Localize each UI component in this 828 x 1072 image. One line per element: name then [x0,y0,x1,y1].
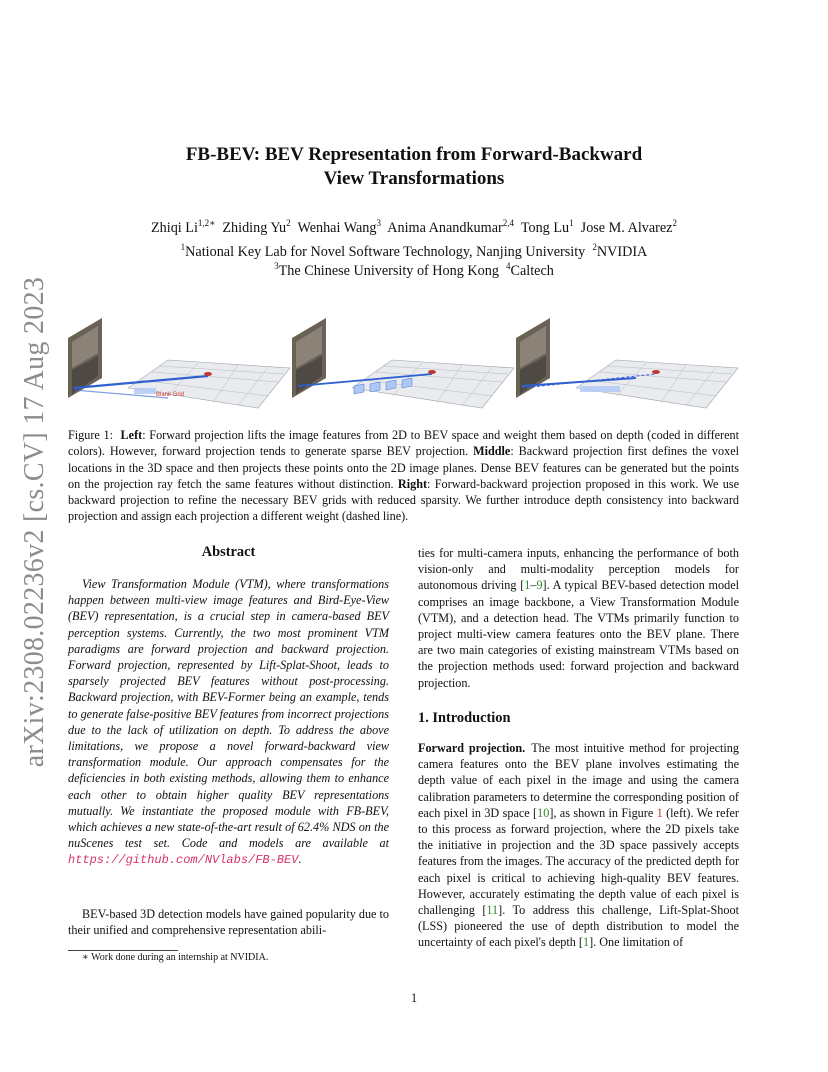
intro-paragraph-right-1: ties for multi-camera inputs, enhancing the performance of both vision-only and multi-modality perception models for autonomous driving [1–9]. A typical BEV-based detection model comprises an image backbone, a View Transformation Module (VTM), and a detection head. The VTMs primarily function to project multi-view camera features onto the BEV plane. There are two main categories of existing mainstream VTMs based on the projection methods used: forward projection and backward projection. [418,546,739,690]
author: Anima Anandkumar$^{2,4}$ [387,218,514,236]
intro-paragraph-right-2: Forward projection. The most intuitive method for projecting camera features onto the BEV plane involves estimating the depth value of each pixel in the image and using the camera calibration parameters to determine the corresponding position of each pixel in 3D space [10], as shown in Figure 1 (left). We refer to this process as forward projection, where the 2D pixels take the initiative in projection and the 3D space passively accepts features from the images. The accuracy of the predicted depth for each pixel is critical to achieving high-quality BEV features. However, accurately estimating the depth value of each pixel is challenging [11]. To address this challenge, Lift-Splat-Shoot (LSS) pioneered the use of depth distribution to model the uncertainty of each pixel's depth [1]. One limitation of [418,741,739,950]
author: Tong Lu$^1$ [520,218,574,236]
car-marker [428,370,436,374]
title-line-1: FB-BEV: BEV Representation from Forward-Backward [185,144,643,165]
abstract-text: View Transformation Module (VTM), where transformations happen between multi-view image features and Bird-Eye-View (BEV) representation, is a crucial step in camera-based BEV perception systems. Currently, the two most prominent VTM paradigms are forward projection and backward projection. Forward projection, represented by Lift-Splat-Shoot, leads to sparsely projected BEV features without post-processing. Backward projection, with BEV-Former being an example, tends to generate false-positive BEV features from incorrect projections due to the lack of utilization on depth. To address the above limitations, we propose a novel forward-backward view transformation module. Our approach compensates for the deficiencies in both existing methods, allowing them to enhance each other to obtain higher quality BEV representations mutually. We instantiate the proposed module with FB-BEV, which achieves a new state-of-the-art result of 62.4% NDS on the nuScenes test set. Code and models are available at https://github.com/NVlabs/FB-BEV. [68,577,389,868]
citation-link[interactable]: 10 [537,805,550,820]
citation-link[interactable]: 1 [524,578,531,593]
car-marker [652,370,660,374]
paragraph-lead: Forward projection. [418,741,526,755]
page-number: 1 [410,991,418,1005]
section-heading-introduction: 1. Introduction [418,710,511,726]
arxiv-stamp [19,276,51,768]
affiliation-line-1: $^1$National Key Lab for Novel Software Technology, Nanjing University $^2$NVIDIA [180,242,648,260]
forward-projection-panel [68,308,294,420]
bev-grid-left [128,360,290,408]
figure-reference-link[interactable]: 1 [656,805,663,820]
author: Wenhai Wang$^3$ [297,218,381,236]
author: Zhiqi $Li^{1,2∗}$ [151,218,216,236]
code-link[interactable]: https://github.com/NVlabs/FB-BEV [68,853,299,868]
citation-link[interactable]: 11 [486,903,499,918]
footnote: ∗ Work done during an internship at NVIDIA. [82,952,269,963]
citation-link[interactable]: 9 [536,578,543,593]
arxiv-identifier: arXiv:2308.02236v2 [cs.CV] 17 Aug 2023 [19,276,51,768]
author: Jose M. Alvarez$^2$ [580,218,677,236]
paper-title [100,143,728,191]
citation-link[interactable]: 1 [582,935,590,950]
car-marker [204,372,212,376]
forward-backward-projection-panel [516,308,742,420]
backward-projection-panel [292,308,518,420]
abstract-heading: Abstract [201,544,256,560]
blank-grid-label: Blank Grid [156,392,185,398]
figure-caption: Figure 1: Left: Forward projection lifts the image features from 2D to BEV space and weight them based on depth (coded in different colors). However, forward projection tends to generate sparse BEV projection. Middle: Backward projection first defines the voxel locations in the 3D space and then projects these points onto the 2D image planes. Dense BEV features can be generated but the points on the projection ray fetch the same features without distinction. Right: Forward-backward projection proposed in this work. We use backward projection to refine the necessary BEV grids with reduced sparsity. We further introduce depth consistency into backward projection and assign each projection a different weight (dashed line). [68,428,740,524]
title-line-2: View Transformations [323,168,505,189]
intro-paragraph-left: BEV-based 3D detection models have gained popularity due to their unified and comprehensive representation abili- [68,907,389,938]
footnote-divider [68,950,178,951]
author: Zhiding Yu$^2$ [222,218,291,236]
bev-grid-right [576,360,738,408]
affiliation-line-2: $^3$The Chinese University of Hong Kong $^4$Caltech [274,261,554,279]
figure-1 [68,308,758,420]
author-list [60,219,768,237]
